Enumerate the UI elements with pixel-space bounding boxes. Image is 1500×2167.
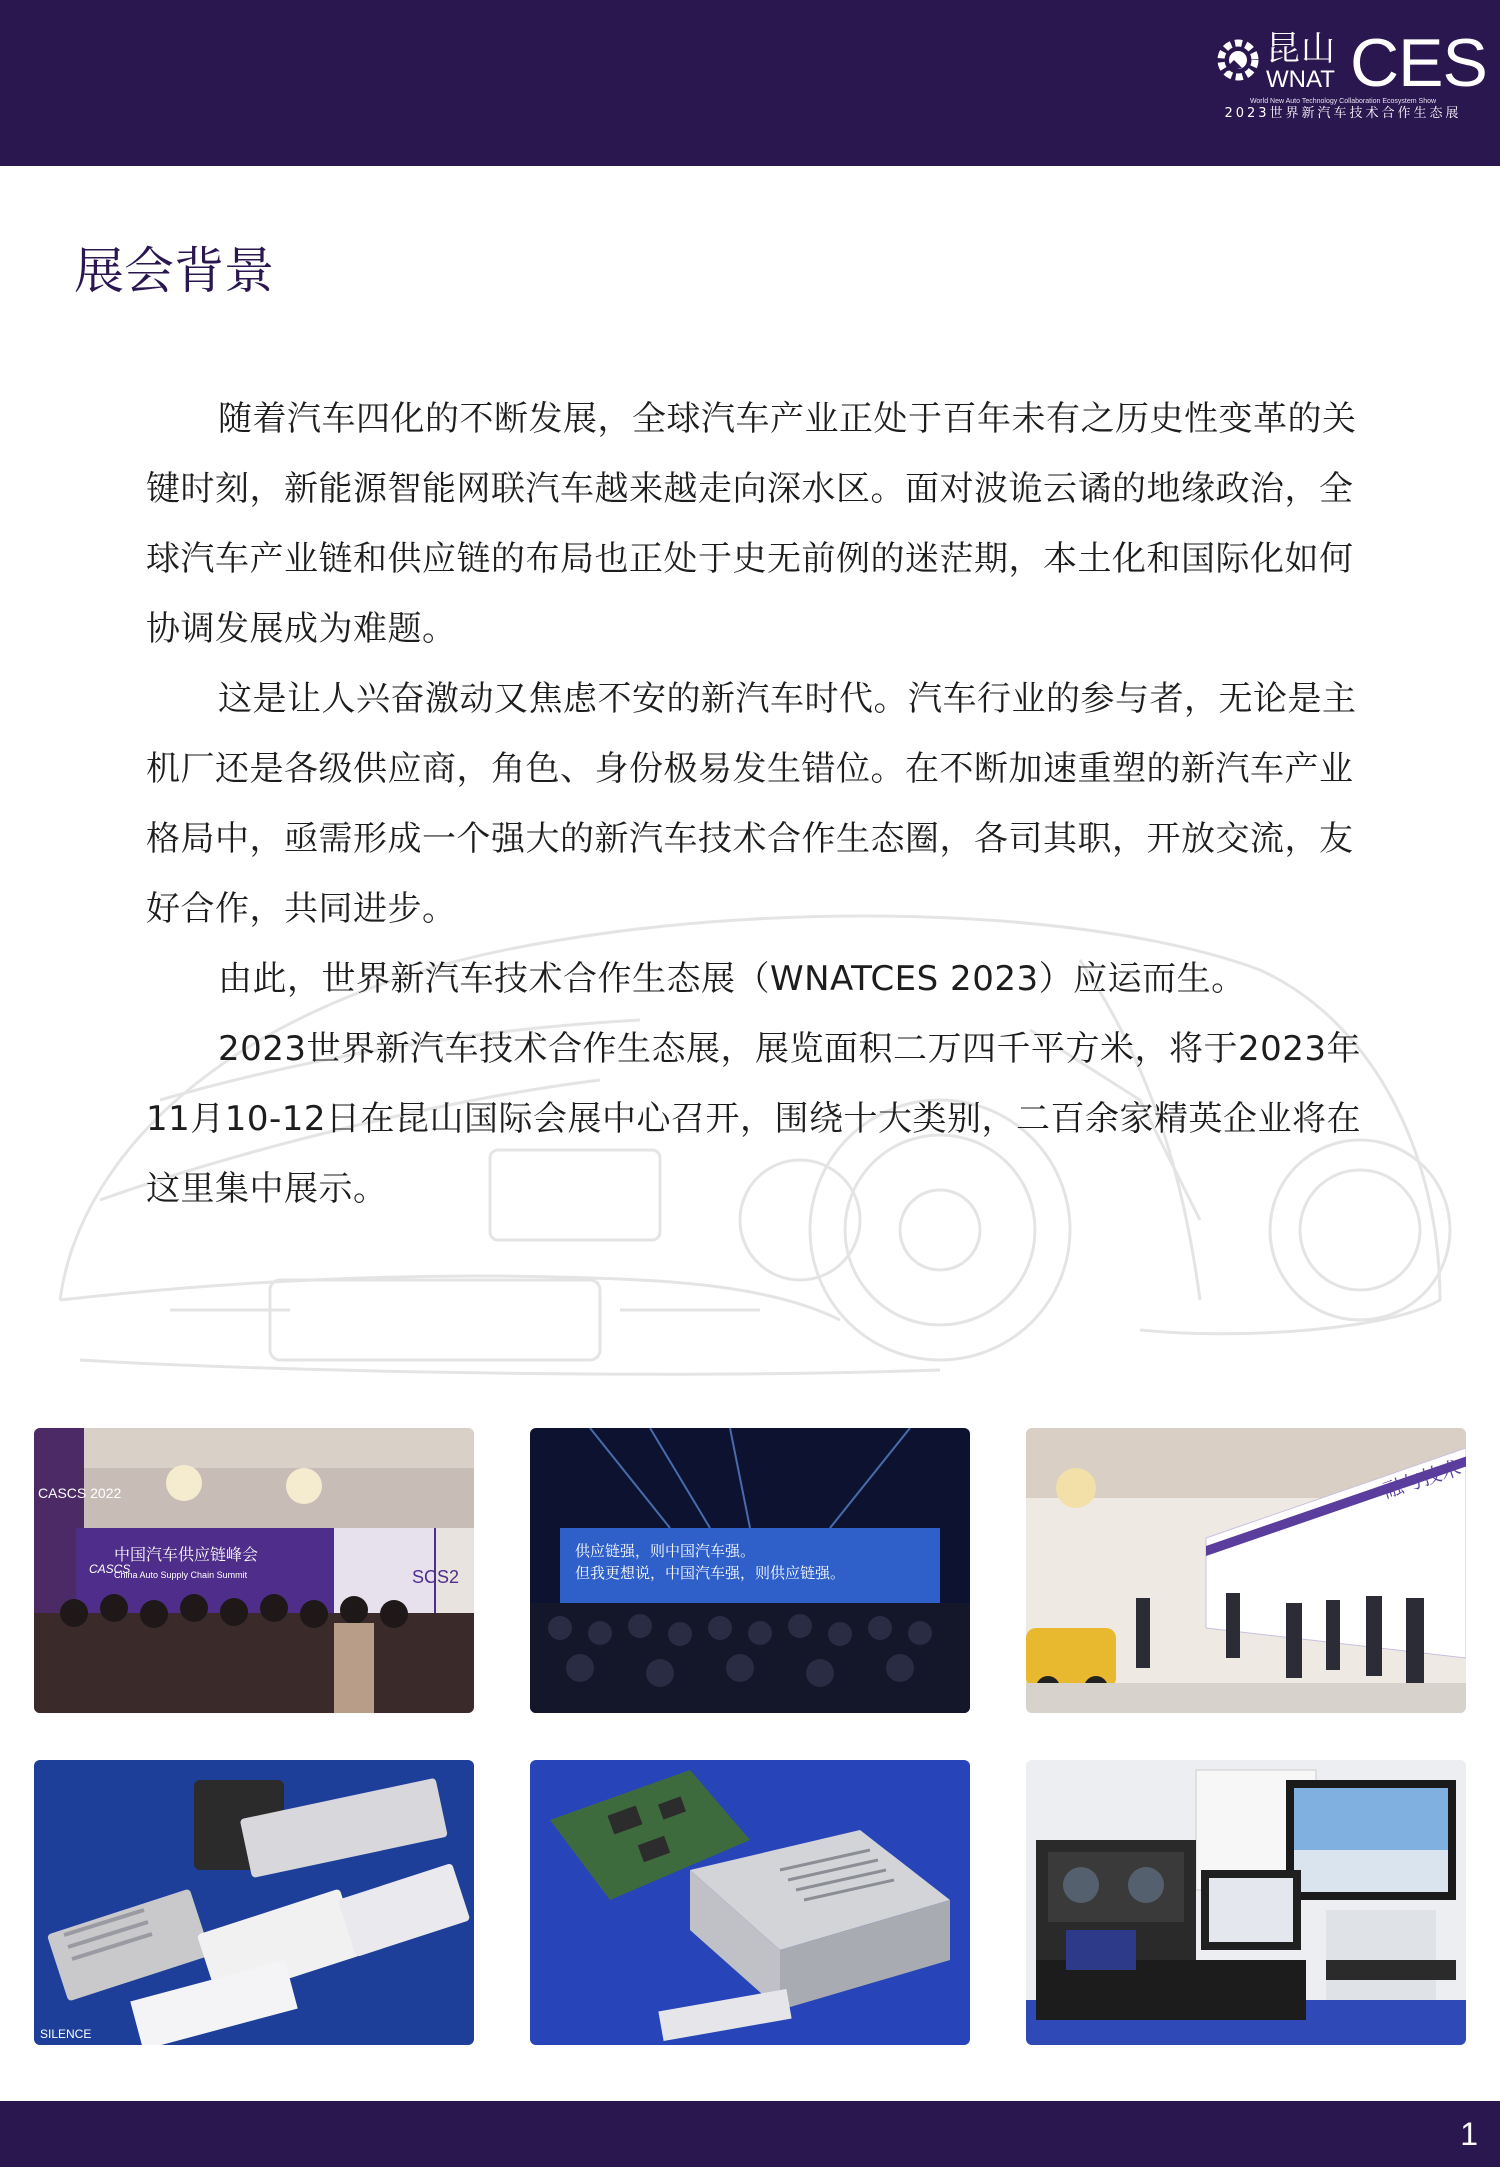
photo-components-display [34, 1760, 474, 2045]
exhibit-wall-text: 融与技术 [1380, 1455, 1464, 1503]
display-tag-text: SILENCE [40, 2027, 92, 2041]
banner-logo-text: CASCS [89, 1562, 131, 1576]
logo-ces-text: CES [1350, 25, 1487, 101]
side-banner-text: CASCS 2022 [38, 1485, 122, 1501]
section-title: 展会背景 [74, 242, 274, 300]
banner-subtitle: China Auto Supply Chain Summit [114, 1570, 248, 1580]
paragraph: 由此，世界新汽车技术合作生态展（WNATCES 2023）应运而生。 [218, 959, 1246, 999]
page-footer [0, 2101, 1500, 2167]
paragraph: 这是让人兴奋激动又焦虑不安的新汽车时代。汽车行业的参与者，无论是主机厂还是各级供应商，角色、身份极易发生错位。在不断加速重塑的新汽车产业格局中，亟需形成一个强大的新汽车技术合作生态圈，各司其职，开放交流，友好合作，共同进步。 [146, 679, 1357, 929]
logo-wnat-text: WNAT [1266, 66, 1335, 93]
photo-circuit-boards [530, 1760, 970, 2045]
photo-conference-stage [530, 1428, 970, 1713]
paragraph: 2023世界新汽车技术合作生态展，展览面积二万四千平方米，将于2023年11月10-12日在昆山国际会展中心召开，围绕十大类别，二百余家精英企业将在这里集中展示。 [146, 1029, 1362, 1209]
logo-english-name: World New Auto Technology Collaboration Ecosystem Show [1249, 98, 1437, 105]
banner-title: 中国汽车供应链峰会 [114, 1545, 259, 1564]
logo-chinese-name: 2023世界新汽车技术合作生态展 [1224, 106, 1462, 121]
photo-summit-entrance [34, 1428, 474, 1713]
paragraph: 随着汽车四化的不断发展，全球汽车产业正处于百年未有之历史性变革的关键时刻，新能源智能网联汽车越来越走向深水区。面对波诡云谲的地缘政治，全球汽车产业链和供应链的布局也正处于史无前例的迷茫期，本土化和国际化如何协调发展成为难题。 [146, 399, 1357, 649]
wnatces-logo [1212, 25, 1487, 121]
gear-logo-icon [1212, 34, 1264, 86]
article-body [146, 384, 1376, 1224]
photo-exhibition-hall [1026, 1428, 1466, 1713]
screen-line-1: 供应链强，则中国汽车强。 [575, 1542, 756, 1560]
page-number: 1 [1460, 2116, 1478, 2152]
logo-kunshan-text: 昆山 [1266, 29, 1336, 69]
photo-test-equipment [1026, 1760, 1466, 2045]
screen-line-2: 但我更想说，中国汽车强，则供应链强。 [575, 1564, 846, 1582]
page-header [0, 0, 1500, 166]
right-banner-text: SCS2 [412, 1567, 460, 1587]
